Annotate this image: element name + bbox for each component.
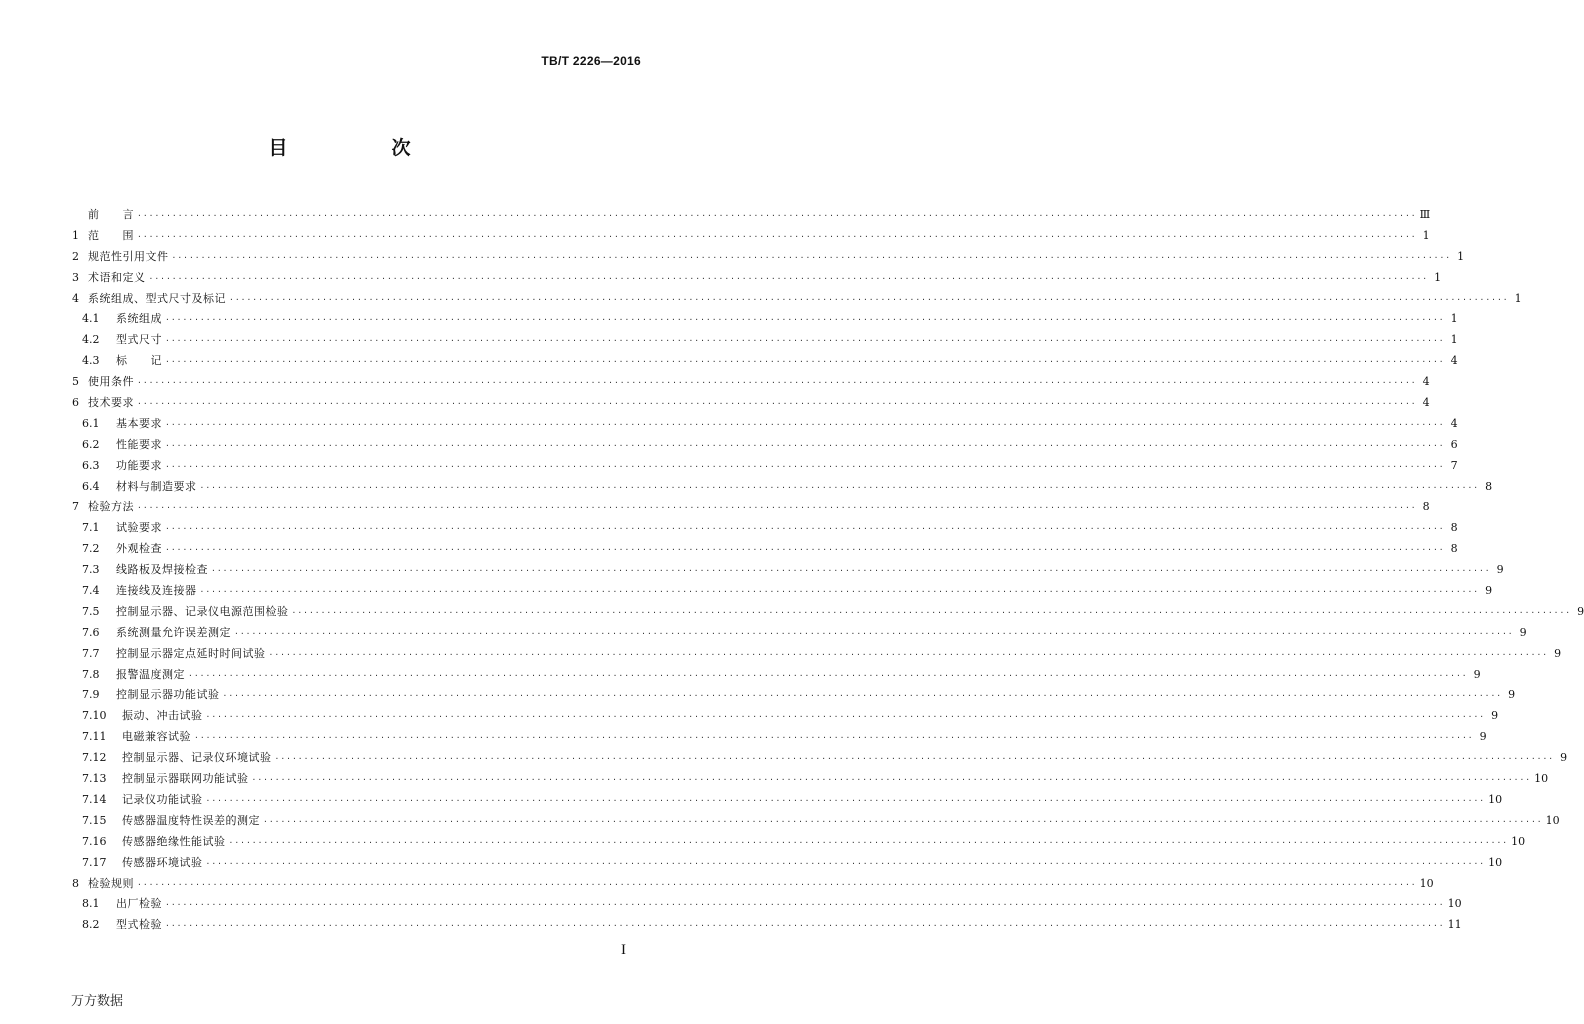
toc-entry-label: 控制显示器、记录仪电源范围检验	[116, 604, 289, 618]
toc-entry[interactable]	[72, 372, 1430, 393]
toc-entry-number: 7.1	[82, 521, 100, 535]
toc-entry-label: 检验方法	[88, 500, 134, 514]
toc-entry-label: 传感器环境试验	[122, 855, 203, 869]
toc-entry-number: 7.13	[82, 772, 107, 786]
toc-entry-page: 9	[1508, 688, 1516, 702]
toc-entry[interactable]	[72, 644, 1562, 665]
toc-entry[interactable]	[72, 497, 1430, 518]
toc-entry-page: 1	[1457, 249, 1465, 263]
dot-leader: ····························································································································································································································	[137, 378, 1417, 388]
toc-entry-page: 10	[1488, 792, 1503, 806]
toc-entry-number: 7.10	[82, 709, 107, 723]
toc-entry-number: 8.1	[82, 897, 100, 911]
dot-leader: ····························································································································································································································	[165, 461, 1445, 471]
toc-entry-label: 材料与制造要求	[116, 479, 197, 493]
toc-entry-page: 4	[1450, 416, 1458, 430]
toc-entry-page: 1	[1514, 291, 1522, 305]
toc-entry-number: 3	[72, 270, 79, 284]
dot-leader: ····························································································································································································································	[274, 754, 1555, 764]
dot-leader: ····························································································································································································································	[137, 399, 1417, 409]
toc-entry-number: 4.3	[82, 354, 100, 368]
toc-entry-number: 4.2	[82, 333, 100, 347]
toc-entry[interactable]	[72, 268, 1442, 289]
toc-entry-label: 型式检验	[116, 918, 162, 932]
toc-entry-page: 9	[1554, 646, 1562, 660]
toc-entry-page: 6	[1450, 437, 1458, 451]
toc-entry[interactable]	[72, 894, 1462, 915]
toc-entry[interactable]	[72, 435, 1458, 456]
toc-entry[interactable]	[72, 602, 1584, 623]
toc-entry-page: 8	[1450, 542, 1458, 556]
standard-code: TB/T 2226—2016	[541, 54, 641, 68]
toc-entry[interactable]	[72, 665, 1481, 686]
toc-entry-label: 型式尺寸	[116, 333, 162, 347]
toc-entry-page: 10	[1545, 813, 1560, 827]
dot-leader: ····························································································································································································································	[171, 252, 1452, 262]
toc-entry-label: 功能要求	[116, 458, 162, 472]
dot-leader: ····························································································································································································································	[199, 482, 1480, 492]
toc-entry-label: 传感器绝缘性能试验	[122, 834, 226, 848]
toc-entry[interactable]	[72, 560, 1504, 581]
toc-entry-page: 10	[1511, 834, 1526, 848]
toc-entry[interactable]	[72, 309, 1458, 330]
toc-entry-label: 控制显示器联网功能试验	[122, 772, 249, 786]
toc-entry-label: 电磁兼容试验	[122, 730, 191, 744]
dot-leader: ····························································································································································································································	[137, 211, 1417, 220]
toc-entry-label: 系统测量允许误差测定	[116, 625, 231, 639]
toc-entry[interactable]	[72, 748, 1568, 769]
dot-leader: ····························································································································································································································	[165, 440, 1445, 450]
toc-entry-label: 连接线及连接器	[116, 584, 197, 598]
dot-leader: ····························································································································································································································	[165, 921, 1445, 931]
dot-leader: ····························································································································································································································	[137, 503, 1417, 513]
toc-entry[interactable]	[72, 289, 1522, 310]
toc-entry[interactable]	[72, 539, 1458, 560]
toc-entry-label: 基本要求	[116, 416, 162, 430]
toc-entry-number: 6.3	[82, 458, 100, 472]
toc-entry-number: 6.2	[82, 437, 100, 451]
toc-entry[interactable]	[72, 623, 1527, 644]
dot-leader: ····························································································································································································································	[194, 733, 1474, 743]
toc-entry-number: 7.11	[82, 730, 107, 744]
dot-leader: ····························································································································································································································	[211, 566, 1491, 576]
toc-entry-number: 6.1	[82, 416, 100, 430]
dot-leader: ····························································································································································································································	[165, 419, 1445, 429]
page-title: 目 次	[268, 137, 433, 159]
toc-entry[interactable]	[72, 226, 1430, 247]
dot-leader: ····························································································································································································································	[137, 231, 1417, 241]
toc-entry[interactable]	[72, 393, 1430, 414]
toc-entry-label: 标 记	[116, 354, 162, 368]
toc-entry[interactable]	[72, 456, 1458, 477]
toc-entry-label: 检验规则	[88, 876, 134, 890]
toc-list	[72, 205, 1584, 936]
dot-leader: ····························································································································································································································	[137, 879, 1417, 889]
toc-entry-label: 系统组成	[116, 312, 162, 326]
toc-entry-number: 4	[72, 291, 79, 305]
toc-entry-label: 性能要求	[116, 437, 162, 451]
toc-entry[interactable]	[72, 414, 1458, 435]
toc-entry-page: 1	[1434, 270, 1442, 284]
toc-entry-number: 7.17	[82, 855, 107, 869]
toc-entry-number: 4.1	[82, 312, 100, 326]
toc-entry-page: 10	[1447, 897, 1462, 911]
toc-entry-label: 线路板及焊接检查	[116, 563, 208, 577]
toc-entry[interactable]	[72, 915, 1462, 936]
toc-entry-number: 7.14	[82, 792, 107, 806]
toc-entry-label: 出厂检验	[116, 897, 162, 911]
toc-entry-number: 7.2	[82, 542, 100, 556]
toc-entry-label: 规范性引用文件	[88, 249, 169, 263]
dot-leader: ····························································································································································································································	[222, 691, 1503, 701]
toc-entry-label: 使用条件	[88, 375, 134, 389]
dot-leader: ····························································································································································································································	[291, 607, 1572, 617]
toc-entry-page: 9	[1496, 563, 1504, 577]
toc-entry[interactable]	[72, 205, 1431, 226]
toc-entry-page: 1	[1450, 333, 1458, 347]
toc-entry-number: 7.8	[82, 667, 100, 681]
dot-leader: ····························································································································································································································	[234, 628, 1514, 638]
toc-entry-number: 7.7	[82, 646, 100, 660]
dot-leader: ····························································································································································································································	[205, 858, 1486, 868]
toc-entry-number: 7.15	[82, 813, 107, 827]
toc-entry-page: 1	[1450, 312, 1458, 326]
toc-entry[interactable]	[72, 874, 1434, 895]
toc-entry-label: 前 言	[88, 208, 134, 221]
dot-leader: ····························································································································································································································	[205, 712, 1486, 722]
dot-leader: ····························································································································································································································	[251, 775, 1532, 785]
dot-leader: ····························································································································································································································	[205, 795, 1486, 805]
toc-entry-number: 7.16	[82, 834, 107, 848]
toc-entry-page: 11	[1447, 918, 1462, 932]
toc-entry-number: 7	[72, 500, 79, 514]
toc-entry-label: 系统组成、型式尺寸及标记	[88, 291, 226, 305]
toc-entry[interactable]	[72, 685, 1516, 706]
toc-entry-page: 10	[1419, 876, 1434, 890]
dot-leader: ····························································································································································································································	[263, 816, 1543, 826]
toc-entry[interactable]	[72, 351, 1458, 372]
dot-leader: ····························································································································································································································	[165, 545, 1445, 555]
toc-entry-label: 技术要求	[88, 396, 134, 410]
toc-entry-page: 9	[1491, 709, 1499, 723]
toc-entry-page: 10	[1488, 855, 1503, 869]
toc-entry[interactable]	[72, 477, 1493, 498]
toc-entry-number: 7.3	[82, 563, 100, 577]
dot-leader: ····························································································································································································································	[165, 524, 1445, 534]
toc-entry-page: 9	[1519, 625, 1527, 639]
toc-entry[interactable]	[72, 811, 1560, 832]
toc-entry-label: 外观检查	[116, 542, 162, 556]
toc-entry-page: 9	[1473, 667, 1481, 681]
toc-entry-number: 6	[72, 396, 79, 410]
toc-entry-page: 10	[1534, 772, 1549, 786]
toc-entry-page: 8	[1485, 479, 1493, 493]
toc-entry-number: 7.12	[82, 751, 107, 765]
dot-leader: ····························································································································································································································	[229, 294, 1509, 304]
toc-entry[interactable]	[72, 581, 1493, 602]
toc-entry-page: 8	[1450, 521, 1458, 535]
toc-entry[interactable]	[72, 330, 1458, 351]
toc-entry-number: 5	[72, 375, 79, 389]
toc-entry[interactable]	[72, 247, 1465, 268]
toc-entry-number: 1	[72, 228, 79, 242]
toc-entry[interactable]	[72, 832, 1526, 853]
toc-entry-number: 8.2	[82, 918, 100, 932]
toc-entry-number: 6.4	[82, 479, 100, 493]
toc-entry-number: 7.9	[82, 688, 100, 702]
toc-entry-label: 记录仪功能试验	[122, 792, 203, 806]
dot-leader: ····························································································································································································································	[165, 357, 1445, 367]
toc-entry-number: 7.5	[82, 604, 100, 618]
toc-entry-number: 7.6	[82, 625, 100, 639]
toc-entry-number: 7.4	[82, 584, 100, 598]
toc-entry-page: 9	[1485, 584, 1493, 598]
toc-entry-page: 8	[1422, 500, 1430, 514]
toc-entry-page: 4	[1422, 375, 1430, 389]
toc-entry-label: 范 围	[88, 228, 134, 242]
toc-entry-label: 振动、冲击试验	[122, 709, 203, 723]
dot-leader: ····························································································································································································································	[268, 649, 1549, 659]
dot-leader: ····························································································································································································································	[148, 273, 1429, 283]
dot-leader: ····························································································································································································································	[165, 315, 1445, 325]
toc-entry-page: 9	[1577, 604, 1584, 618]
toc-entry-number: 8	[72, 876, 79, 890]
dot-leader: ····························································································································································································································	[188, 670, 1468, 680]
dot-leader: ····························································································································································································································	[199, 587, 1480, 597]
dot-leader: ····························································································································································································································	[165, 900, 1445, 910]
toc-entry-label: 报警温度测定	[116, 667, 185, 681]
page-number: I	[621, 942, 626, 958]
toc-entry-label: 控制显示器功能试验	[116, 688, 220, 702]
toc-entry-page: 9	[1560, 751, 1568, 765]
toc-entry-page: 7	[1450, 458, 1458, 472]
toc-entry-label: 试验要求	[116, 521, 162, 535]
toc-entry-number: 2	[72, 249, 79, 263]
toc-entry-page: 4	[1450, 354, 1458, 368]
toc-entry[interactable]	[72, 706, 1499, 727]
toc-entry-page: 1	[1422, 228, 1430, 242]
toc-entry-label: 控制显示器定点延时时间试验	[116, 646, 266, 660]
toc-entry-label: 术语和定义	[88, 270, 146, 284]
toc-entry[interactable]	[72, 727, 1487, 748]
toc-entry[interactable]	[72, 790, 1503, 811]
toc-entry[interactable]	[72, 853, 1503, 874]
toc-entry[interactable]	[72, 769, 1549, 790]
dot-leader: ····························································································································································································································	[165, 336, 1445, 346]
toc-entry-label: 控制显示器、记录仪环境试验	[122, 751, 272, 765]
dot-leader: ····························································································································································································································	[228, 837, 1509, 847]
toc-entry[interactable]	[72, 518, 1458, 539]
toc-entry-page: Ⅲ	[1419, 208, 1431, 221]
toc-entry-page: 9	[1479, 730, 1487, 744]
toc-entry-label: 传感器温度特性误差的测定	[122, 813, 260, 827]
toc-entry-page: 4	[1422, 396, 1430, 410]
watermark-text: 万方数据	[71, 994, 124, 1009]
